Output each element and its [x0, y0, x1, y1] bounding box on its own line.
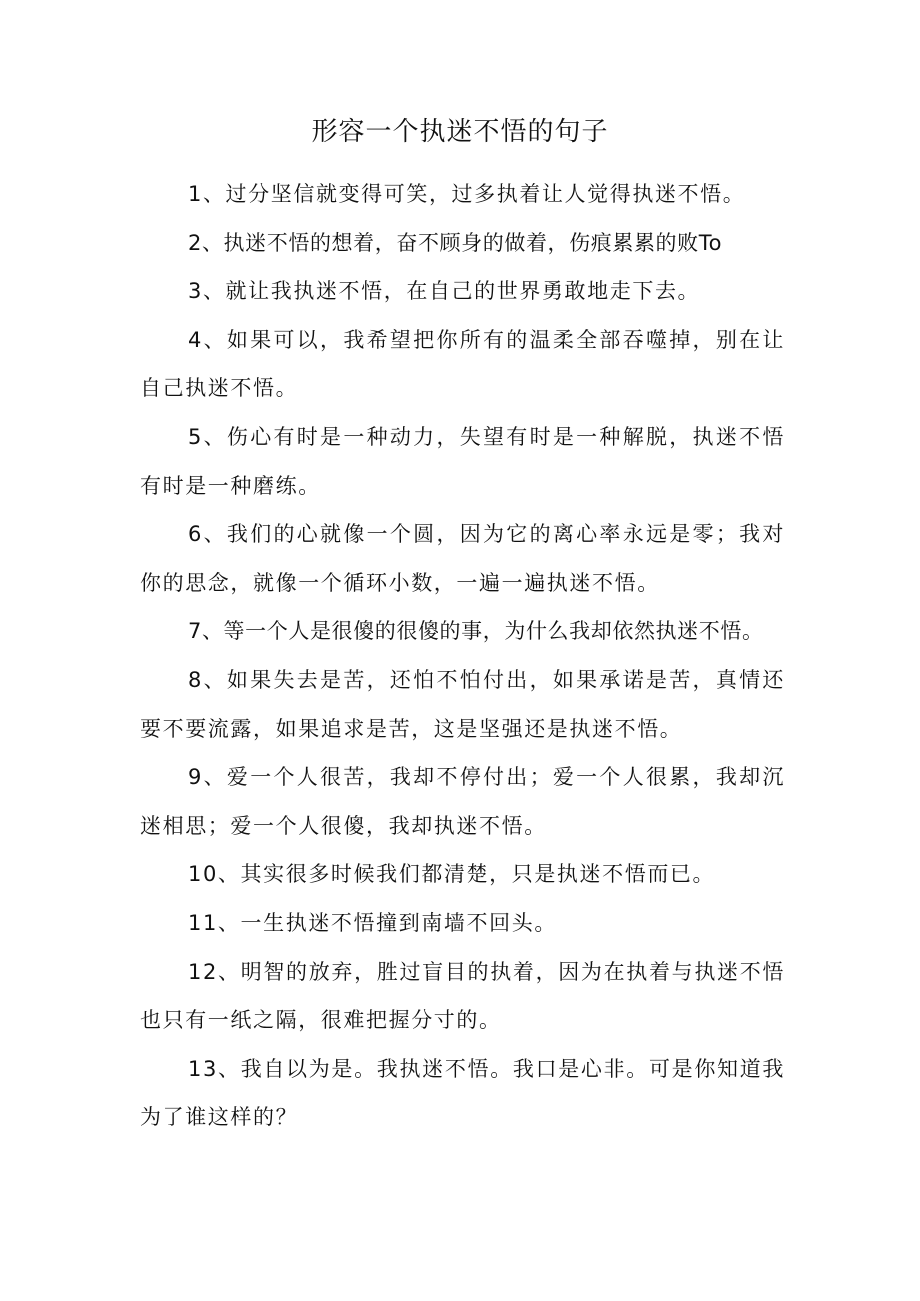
sentence-3: 3、就让我执迷不悟，在自己的世界勇敢地走下去。	[188, 279, 701, 304]
sentence-13: 13、我自以为是。我执迷不悟。我口是心非。可是你知道我为了谁这样的？	[140, 1056, 785, 1130]
sentence-11: 11、一生执迷不悟撞到南墙不回头。	[188, 910, 557, 935]
sentence-8: 8、如果失去是苦，还怕不怕付出，如果承诺是苦，真情还要不要流露，如果追求是苦，这是坚强还是执迷不悟。	[140, 667, 785, 741]
sentence-6: 6、我们的心就像一个圆，因为它的离心率永远是零；我对你的思念，就像一个循环小数，一遍一遍执迷不悟。	[140, 522, 785, 595]
document-title: 形容一个执迷不悟的句子	[311, 117, 609, 147]
sentence-12: 12、明智的放弃，胜过盲目的执着，因为在执着与执迷不悟也只有一纸之隔，很难把握分寸的。	[140, 959, 785, 1033]
sentence-2: 2、执迷不悟的想着，奋不顾身的做着，伤痕累累的败To	[188, 230, 723, 255]
sentence-5: 5、伤心有时是一种动力，失望有时是一种解脱，执迷不悟有时是一种磨练。	[140, 424, 785, 498]
sentence-1: 1、过分坚信就变得可笑，过多执着让人觉得执迷不悟。	[188, 182, 746, 206]
sentence-7: 7、等一个人是很傻的很傻的事，为什么我却依然执迷不悟。	[188, 619, 764, 644]
sentence-10: 10、其实很多时候我们都清楚，只是执迷不悟而已。	[188, 862, 716, 887]
document-body	[140, 170, 785, 1142]
sentence-4: 4、如果可以，我希望把你所有的温柔全部吞噬掉，别在让自己执迷不悟。	[140, 327, 785, 401]
sentence-9: 9、爱一个人很苦，我却不停付出；爱一个人很累，我却沉迷相思；爱一个人很傻，我却执迷不悟。	[140, 765, 785, 838]
